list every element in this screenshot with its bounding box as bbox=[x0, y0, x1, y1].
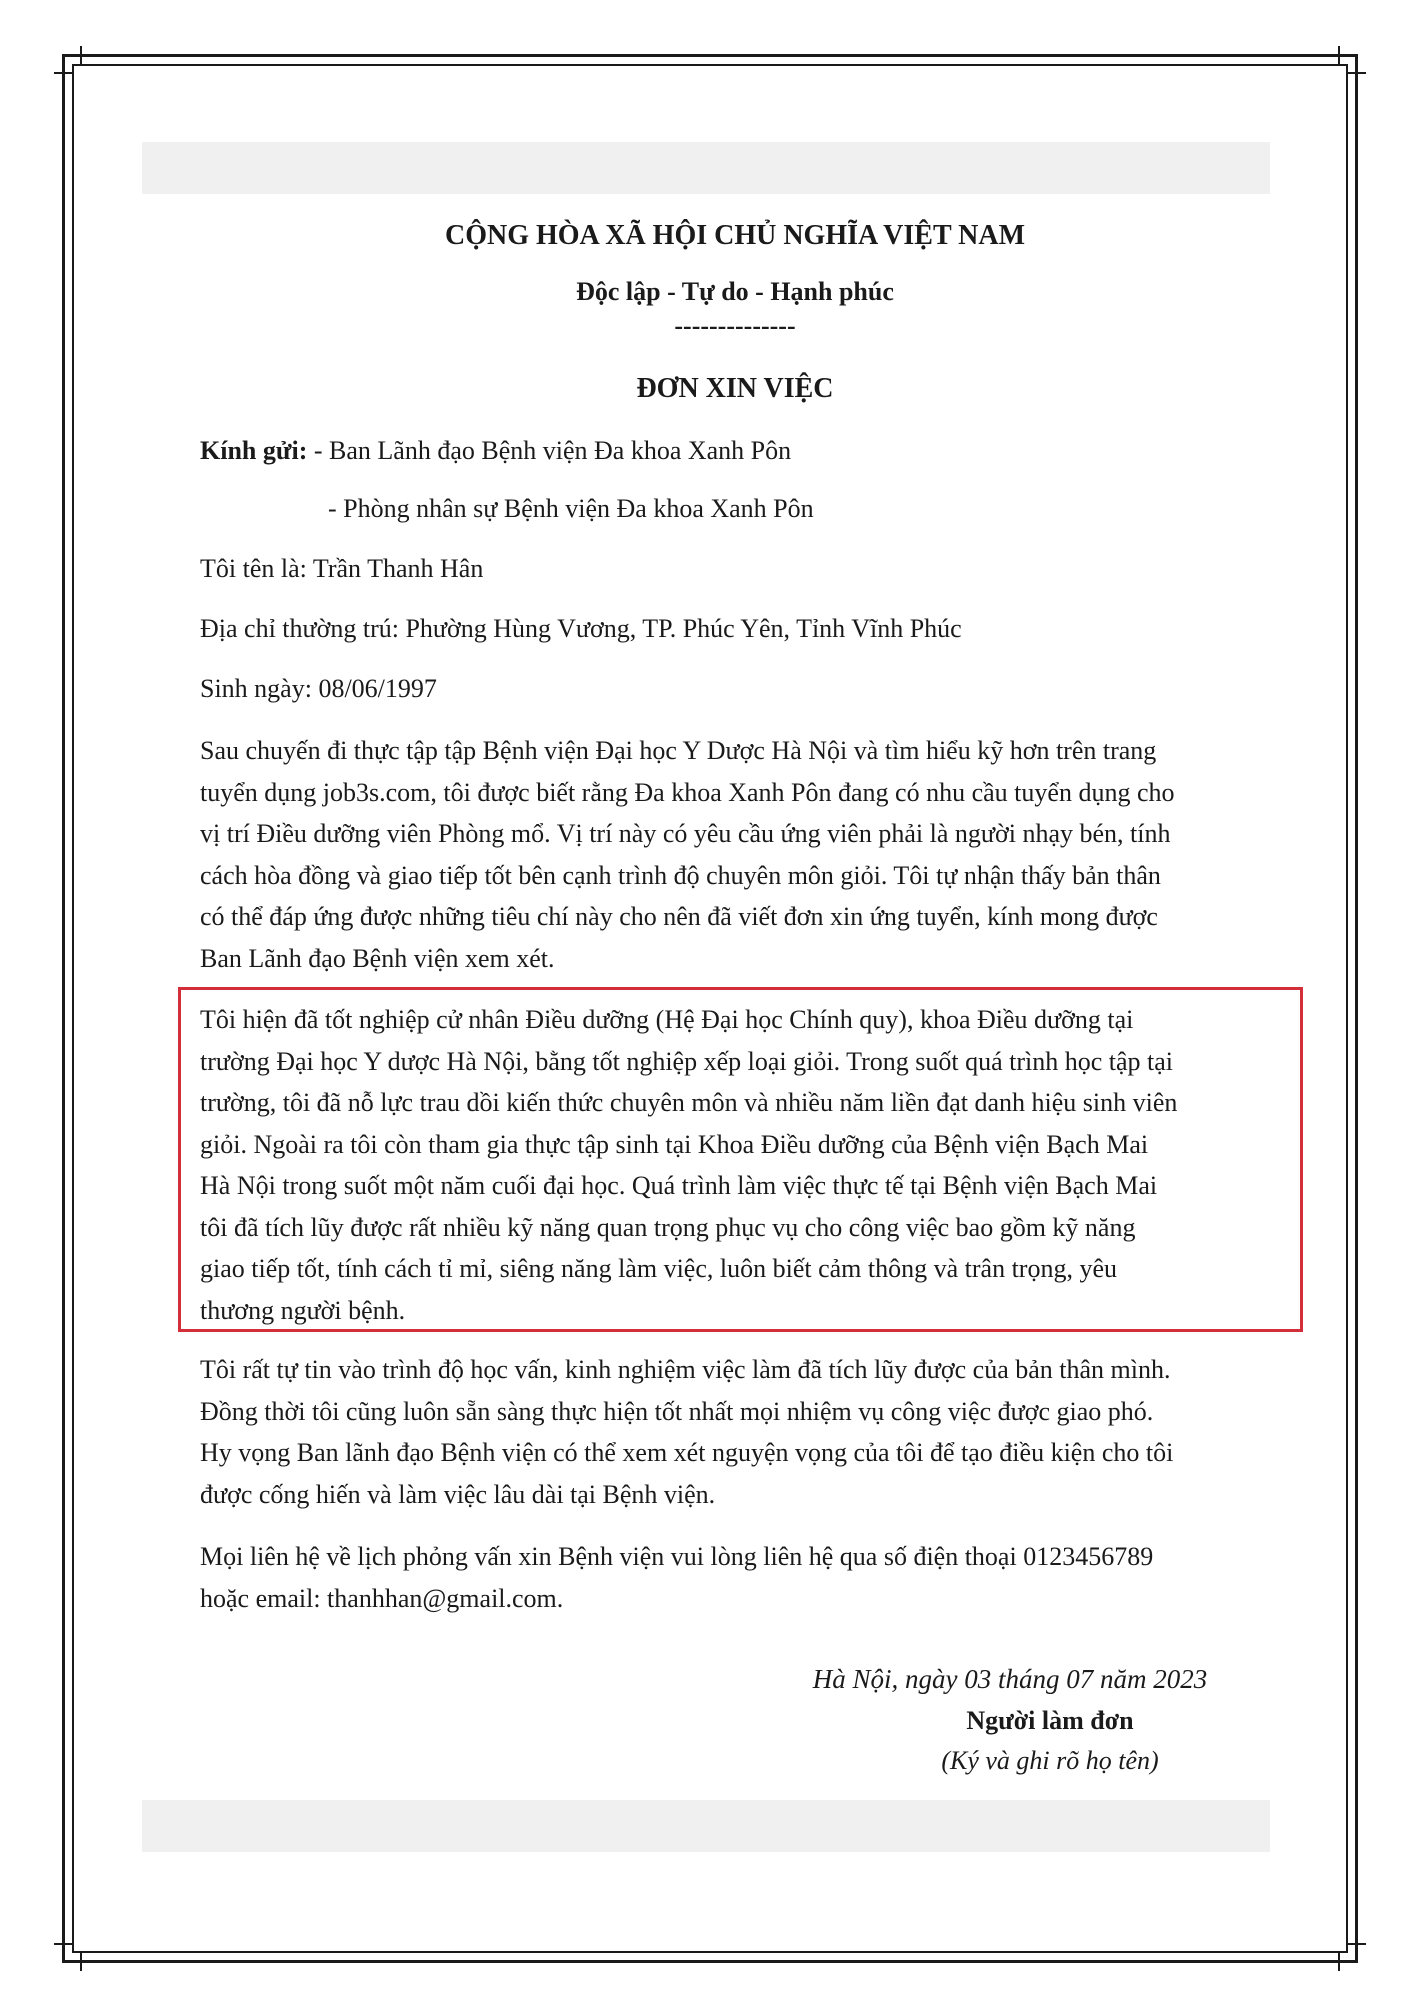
intro-line: vị trí Điều dưỡng viên Phòng mổ. Vị trí này có yêu cầu ứng viên phải là người nhạy bén, tính bbox=[200, 819, 1171, 848]
experience-line: trường, tôi đã nỗ lực trau dồi kiến thức chuyên môn và nhiều năm liền đạt danh hiệu sinh viên bbox=[200, 1088, 1178, 1117]
experience-line: tôi đã tích lũy được rất nhiều kỹ năng quan trọng phục vụ cho công việc bao gồm kỹ năng bbox=[200, 1212, 1136, 1242]
frame-corner-bl-h bbox=[54, 1943, 74, 1945]
experience-line: trường Đại học Y dược Hà Nội, bằng tốt nghiệp xếp loại giỏi. Trong suốt quá trình học tập tại bbox=[200, 1046, 1174, 1076]
confidence-paragraph bbox=[200, 1349, 1270, 1515]
experience-line: giỏi. Ngoài ra tôi còn tham gia thực tập sinh tại Khoa Điều dưỡng của Bệnh viện Bạch Mai bbox=[200, 1129, 1149, 1159]
frame-outer-right bbox=[1355, 54, 1358, 1963]
recipient-first: - Ban Lãnh đạo Bệnh viện Đa khoa Xanh Pôn bbox=[307, 436, 792, 465]
address-line: Địa chỉ thường trú: Phường Hùng Vương, TP. Phúc Yên, Tỉnh Vĩnh Phúc bbox=[200, 614, 962, 643]
place-date: Hà Nội, ngày 03 tháng 07 năm 2023 bbox=[812, 1664, 1208, 1694]
confidence-line: được cống hiến và làm việc lâu dài tại Bệnh viện. bbox=[200, 1479, 716, 1509]
experience-line: Hà Nội trong suốt một năm cuối đại học. Quá trình làm việc thực tế tại Bệnh viện Bạch Mai bbox=[200, 1171, 1158, 1200]
experience-line: Tôi hiện đã tốt nghiệp cử nhân Điều dưỡng (Hệ Đại học Chính quy), khoa Điều dưỡng tại bbox=[200, 1005, 1134, 1034]
frame-corner-tl-v bbox=[80, 46, 82, 66]
intro-line: tuyển dụng job3s.com, tôi được biết rằng Đa khoa Xanh Pôn đang có nhu cầu tuyển dụng cho bbox=[200, 777, 1175, 807]
frame-inner-left bbox=[72, 64, 74, 1953]
contact-line: Mọi liên hệ về lịch phỏng vấn xin Bệnh viện vui lòng liên hệ qua số điện thoại 0123456789 bbox=[200, 1542, 1154, 1571]
frame-corner-tr-v bbox=[1338, 46, 1340, 66]
intro-line: có thể đáp ứng được những tiêu chí này cho nên đã viết đơn xin ứng tuyển, kính mong được bbox=[200, 902, 1158, 931]
intro-line: Ban Lãnh đạo Bệnh viện xem xét. bbox=[200, 943, 555, 973]
frame-corner-bl-v bbox=[80, 1951, 82, 1971]
dob-line: Sinh ngày: 08/06/1997 bbox=[200, 674, 437, 703]
country-heading: CỘNG HÒA XÃ HỘI CHỦ NGHĨA VIỆT NAM bbox=[444, 220, 1026, 251]
frame-corner-tl-h bbox=[54, 72, 74, 74]
frame-inner-right bbox=[1346, 64, 1348, 1953]
divider: -------------- bbox=[674, 311, 796, 340]
frame-corner-br-h bbox=[1346, 1943, 1366, 1945]
confidence-line: Hy vọng Ban lãnh đạo Bệnh viện có thể xem xét nguyện vọng của tôi để tạo điều kiện cho tôi bbox=[200, 1438, 1174, 1467]
recipient-line-2: - Phòng nhân sự Bệnh viện Đa khoa Xanh Pôn bbox=[328, 494, 814, 523]
recipient-label: Kính gửi: bbox=[200, 436, 308, 465]
confidence-line: Tôi rất tự tin vào trình độ học vấn, kinh nghiệm việc làm đã tích lũy được của bản thân mình. bbox=[200, 1355, 1171, 1384]
motto: Độc lập - Tự do - Hạnh phúc bbox=[576, 277, 894, 306]
name-line: Tôi tên là: Trần Thanh Hân bbox=[200, 554, 484, 583]
experience-line: giao tiếp tốt, tính cách tỉ mỉ, siêng năng làm việc, luôn biết cảm thông và trân trọng, yêu bbox=[200, 1254, 1117, 1283]
experience-line: thương người bệnh. bbox=[200, 1295, 406, 1325]
highlight-box bbox=[178, 987, 1303, 1332]
intro-line: cách hòa đồng và giao tiếp tốt bên cạnh trình độ chuyên môn giỏi. Tôi tự nhận thấy bản thân bbox=[200, 860, 1161, 890]
signer-label: Người làm đơn bbox=[966, 1706, 1134, 1735]
page-title: ĐƠN XIN VIỆC bbox=[636, 373, 834, 404]
contact-line: hoặc email: thanhhan@gmail.com. bbox=[200, 1583, 564, 1613]
frame-outer-left bbox=[62, 54, 65, 1963]
signature-note: (Ký và ghi rõ họ tên) bbox=[941, 1746, 1159, 1775]
intro-line: Sau chuyến đi thực tập tập Bệnh viện Đại học Y Dược Hà Nội và tìm hiểu kỹ hơn trên trang bbox=[200, 736, 1157, 765]
frame-corner-tr-h bbox=[1346, 72, 1366, 74]
confidence-line: Đồng thời tôi cũng luôn sẵn sàng thực hiện tốt nhất mọi nhiệm vụ công việc được giao phó. bbox=[200, 1396, 1154, 1426]
recipient-line-1 bbox=[200, 436, 791, 466]
contact-paragraph bbox=[200, 1536, 1270, 1619]
frame-corner-br-v bbox=[1338, 1951, 1340, 1971]
intro-paragraph bbox=[200, 730, 1270, 979]
